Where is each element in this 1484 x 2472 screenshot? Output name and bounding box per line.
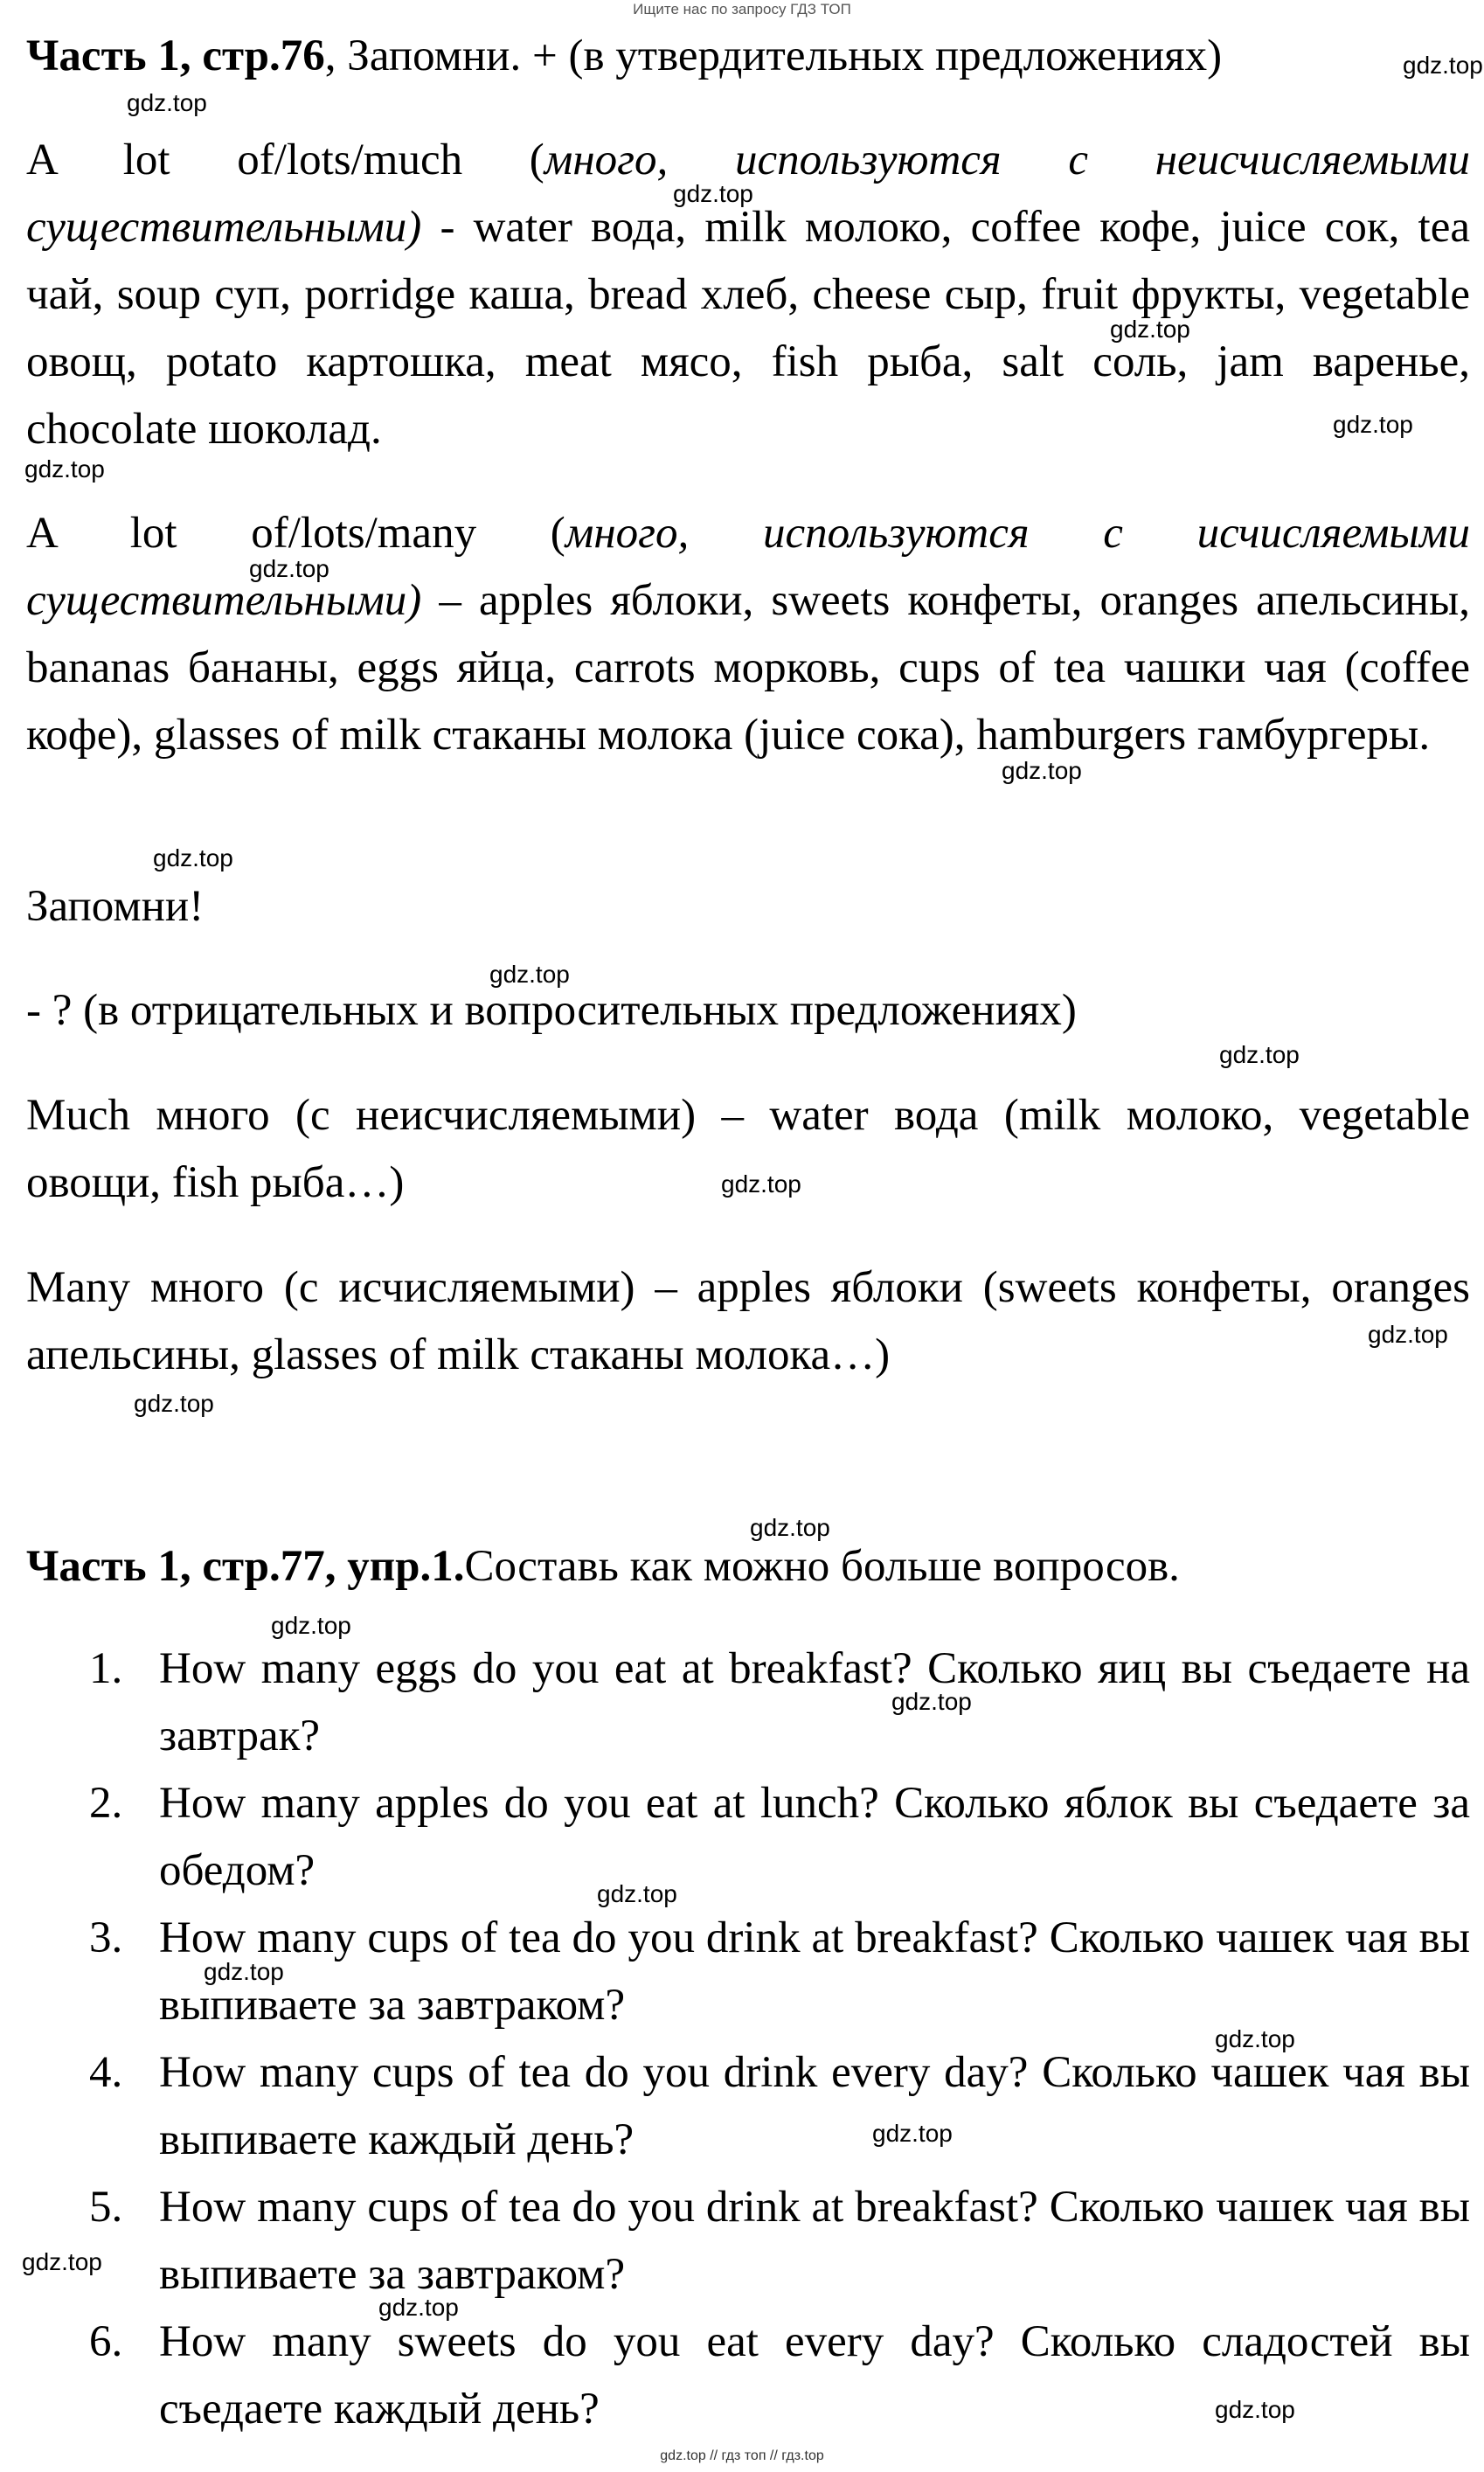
question-number: 6. [89, 2317, 123, 2366]
bottom-site-note: gdz.top // гдз топ // гдз.top [660, 2448, 824, 2463]
watermark: gdz.top [1219, 1041, 1300, 1068]
watermark: gdz.top [1368, 1321, 1448, 1348]
much-line: Much много (с неисчисляемыми) – water вода (milk молоко, vegetable овощи, fish рыба…) [26, 1091, 1470, 1207]
watermark: gdz.top [378, 2294, 459, 2321]
question-number: 5. [89, 2183, 123, 2232]
section2-heading-bold: Часть 1, стр.77, упр.1. [26, 1542, 465, 1591]
watermark: gdz.top [1403, 52, 1483, 79]
question-number: 1. [89, 1644, 123, 1693]
many-paragraph-lead: A lot of/lots/many ( [26, 509, 565, 558]
much-paragraph-lead: A lot of/lots/much ( [26, 135, 544, 184]
watermark: gdz.top [1002, 757, 1082, 784]
watermark: gdz.top [127, 89, 207, 116]
watermark: gdz.top [597, 1880, 677, 1907]
watermark: gdz.top [249, 555, 329, 582]
question-text: How many cups of tea do you drink at breakfast? Сколько чашек чая вы выпиваете за завтраком? [159, 2183, 1470, 2299]
much-paragraph-rest: - water вода, milk молоко, coffee кофе, juice сок, tea чай, soup суп, porridge каша, bread хлеб, cheese сыр, fruit фрукты, vegetable овощ, potato картошка, meat мясо, fish рыба, salt соль, jam варенье, chocolate шоколад. [26, 203, 1470, 454]
question-item [26, 2174, 1470, 2309]
question-number: 3. [89, 1913, 123, 1962]
question-text: How many cups of tea do you drink every day? Сколько чашек чая вы выпиваете каждый день? [159, 2048, 1470, 2164]
watermark: gdz.top [204, 1958, 284, 1985]
section1-heading [26, 23, 1470, 90]
question-text: How many sweets do you eat every day? Сколько сладостей вы съедаете каждый день? [159, 2317, 1470, 2434]
watermark: gdz.top [1215, 2025, 1295, 2052]
question-item [26, 1770, 1470, 1905]
watermark: gdz.top [1110, 316, 1190, 343]
question-number: 4. [89, 2048, 123, 2097]
watermark: gdz.top [872, 2120, 953, 2147]
watermark: gdz.top [891, 1688, 972, 1715]
negatives-note: - ? (в отрицательных и вопросительных предложениях) [26, 986, 1077, 1035]
question-text: How many apples do you eat at lunch? Сколько яблок вы съедаете за обедом? [159, 1779, 1470, 1895]
much-paragraph [26, 127, 1470, 463]
question-item [26, 1635, 1470, 1770]
many-paragraph-italic: много, используются с исчисляемыми существительными) [26, 509, 1471, 625]
watermark: gdz.top [1215, 2396, 1295, 2423]
section1-heading-rest: , Запомни. + (в утвердительных предложениях) [324, 31, 1223, 80]
section2-heading-rest: Составь как можно больше вопросов. [464, 1542, 1180, 1591]
watermark: gdz.top [22, 2248, 102, 2275]
top-search-note: Ищите нас по запросу ГДЗ ТОП [633, 1, 851, 17]
question-item [26, 2039, 1470, 2174]
watermark: gdz.top [134, 1390, 214, 1417]
watermark: gdz.top [489, 961, 570, 988]
many-line: Many много (с исчисляемыми) – apples яблоки (sweets конфеты, oranges апельсины, glasses of milk стаканы молока…) [26, 1263, 1470, 1379]
question-text: How many eggs do you eat at breakfast? Сколько яиц вы съедаете на завтрак? [159, 1644, 1470, 1760]
watermark: gdz.top [271, 1612, 351, 1639]
remember-label: Запомни! [26, 882, 205, 931]
watermark: gdz.top [673, 180, 753, 207]
section1-heading-bold: Часть 1, стр.76 [26, 31, 325, 80]
watermark: gdz.top [1333, 411, 1413, 438]
watermark: gdz.top [721, 1170, 801, 1198]
many-paragraph-rest: – apples яблоки, sweets конфеты, oranges апельсины, bananas бананы, eggs яйца, carrots морковь, cups of tea чашки чая (coffee кофе), glasses of milk стаканы молока (juice сока), hamburgers гамбургеры. [26, 576, 1470, 760]
watermark: gdz.top [153, 844, 233, 871]
question-number: 2. [89, 1779, 123, 1828]
watermark: gdz.top [750, 1514, 830, 1541]
section2-heading [26, 1533, 1470, 1601]
many-paragraph [26, 500, 1470, 769]
question-text: How many cups of tea do you drink at breakfast? Сколько чашек чая вы выпиваете за завтраком? [159, 1913, 1470, 2030]
much-paragraph-italic: много, используются с неисчисляемыми существительными) [26, 135, 1471, 252]
watermark: gdz.top [24, 455, 105, 483]
